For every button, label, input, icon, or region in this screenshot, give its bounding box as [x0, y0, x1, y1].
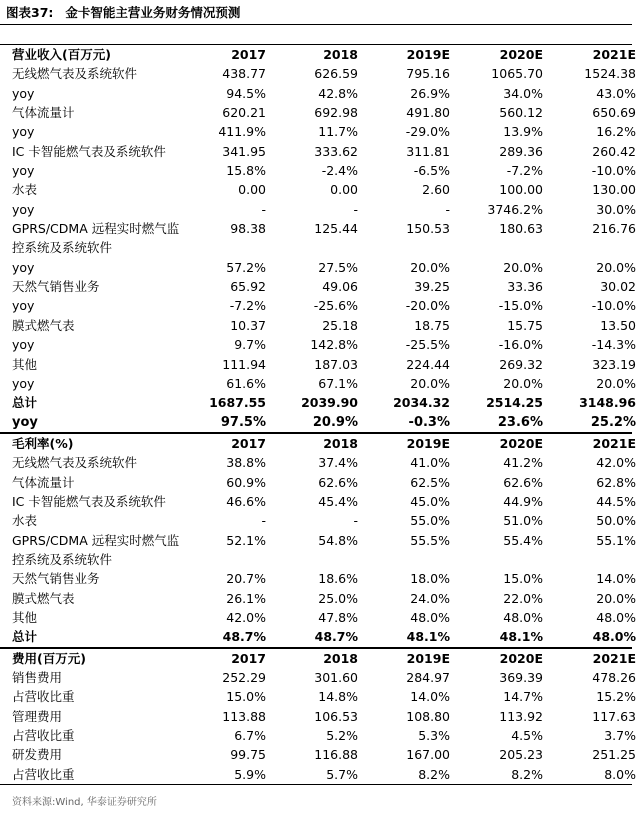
- cell-value: 20.0%: [410, 259, 450, 275]
- cell-value: 22.0%: [503, 590, 543, 606]
- cell-value: 48.0%: [596, 609, 636, 625]
- cell-value: 62.6%: [503, 474, 543, 490]
- row-label: 水表: [12, 182, 38, 198]
- cell-value: 2019E: [406, 435, 450, 451]
- cell-value: 130.00: [592, 182, 636, 198]
- cell-value: 26.9%: [410, 85, 450, 101]
- cell-value: 23.6%: [497, 414, 543, 430]
- table-row: [0, 296, 636, 315]
- row-label: 天然气销售业务: [12, 279, 100, 295]
- section-header-row: [0, 44, 636, 64]
- cell-value: 24.0%: [410, 590, 450, 606]
- cell-value: 14.7%: [503, 689, 543, 705]
- cell-value: 117.63: [592, 708, 636, 724]
- table-row: [0, 492, 636, 511]
- cell-value: 62.6%: [318, 474, 358, 490]
- table-row: [0, 180, 636, 199]
- cell-value: 111.94: [222, 356, 266, 372]
- cell-value: 491.80: [406, 105, 450, 121]
- cell-value: 67.1%: [318, 375, 358, 391]
- cell-value: 1687.55: [209, 395, 266, 411]
- row-label: 总计: [12, 629, 38, 645]
- cell-value: 45.0%: [410, 493, 450, 509]
- cell-value: 16.2%: [596, 124, 636, 140]
- cell-value: 42.8%: [318, 85, 358, 101]
- cell-value: 369.39: [499, 670, 543, 685]
- cell-value: 692.98: [314, 105, 358, 121]
- cell-value: -25.5%: [405, 337, 450, 353]
- cell-value: 30.0%: [596, 201, 636, 217]
- table-row: [0, 355, 636, 374]
- cell-value: 5.3%: [418, 728, 450, 744]
- cell-value: 43.0%: [596, 85, 636, 101]
- cell-value: 650.69: [592, 105, 636, 121]
- cell-value: 341.95: [222, 143, 266, 159]
- row-label: 研发费用: [12, 747, 63, 763]
- cell-value: 55.0%: [410, 513, 450, 529]
- cell-value: 25.0%: [318, 590, 358, 606]
- row-label: 水表: [12, 513, 38, 529]
- cell-value: 26.1%: [226, 590, 266, 606]
- cell-value: 2021E: [592, 435, 636, 451]
- row-label: yoy: [12, 414, 38, 430]
- row-label: GPRS/CDMA 远程实时燃气监: [12, 532, 180, 548]
- cell-value: 560.12: [499, 105, 543, 121]
- section-header-row: [0, 648, 636, 668]
- cell-value: 180.63: [499, 221, 543, 237]
- table-row: [0, 122, 636, 141]
- cell-value: 14.8%: [318, 689, 358, 705]
- table-row: [0, 335, 636, 354]
- row-label: 总计: [12, 395, 38, 411]
- row-label: 无线燃气表及系统软件: [12, 455, 138, 471]
- table-row: [0, 316, 636, 335]
- cell-value: 55.4%: [503, 532, 543, 548]
- row-label: yoy: [12, 85, 35, 101]
- cell-value: 27.5%: [318, 259, 358, 275]
- table-row: [0, 668, 636, 687]
- row-label: 控系统及系统软件: [12, 551, 113, 567]
- cell-value: 30.02: [600, 279, 636, 295]
- row-label: yoy: [12, 259, 35, 275]
- table-row: [0, 453, 636, 472]
- cell-value: 205.23: [499, 747, 543, 763]
- cell-value: 20.0%: [596, 590, 636, 606]
- cell-value: 42.0%: [596, 455, 636, 471]
- cell-value: -15.0%: [498, 298, 543, 314]
- cell-value: 15.75: [507, 317, 543, 333]
- cell-value: -25.6%: [313, 298, 358, 314]
- cell-value: 15.0%: [226, 689, 266, 705]
- cell-value: 2020E: [499, 47, 543, 62]
- forecast-table: [0, 44, 636, 785]
- cell-value: 15.0%: [503, 571, 543, 587]
- cell-value: 1524.38: [584, 66, 636, 82]
- cell-value: -10.0%: [591, 163, 636, 179]
- cell-value: -6.5%: [413, 163, 450, 179]
- cell-value: 55.1%: [596, 532, 636, 548]
- cell-value: 34.0%: [503, 85, 543, 101]
- cell-value: 2019E: [406, 47, 450, 62]
- cell-value: 3148.96: [579, 395, 636, 411]
- cell-value: 284.97: [406, 670, 450, 685]
- cell-value: 2018: [323, 650, 358, 666]
- section-header-row: [0, 433, 636, 453]
- cell-value: 2018: [323, 435, 358, 451]
- cell-value: 50.0%: [596, 513, 636, 529]
- row-label: yoy: [12, 163, 35, 179]
- row-label: 天然气销售业务: [12, 571, 100, 587]
- cell-value: 626.59: [314, 66, 358, 82]
- cell-value: 25.2%: [590, 414, 636, 430]
- cell-value: 60.9%: [226, 474, 266, 490]
- cell-value: 8.0%: [604, 766, 636, 782]
- row-label: GPRS/CDMA 远程实时燃气监: [12, 221, 180, 237]
- table-row: [0, 765, 636, 785]
- cell-value: 216.76: [592, 221, 636, 237]
- cell-value: -: [353, 201, 358, 217]
- cell-value: 46.6%: [226, 493, 266, 509]
- figure-title: [0, 0, 632, 25]
- cell-value: 13.9%: [503, 124, 543, 140]
- cell-value: 269.32: [499, 356, 543, 372]
- cell-value: 14.0%: [410, 689, 450, 705]
- cell-value: 3746.2%: [487, 201, 543, 217]
- table-row: [0, 569, 636, 588]
- table-row: [0, 374, 636, 393]
- table-row: [0, 589, 636, 608]
- table-row: [0, 200, 636, 219]
- cell-value: -2.4%: [321, 163, 358, 179]
- cell-value: -14.3%: [591, 337, 636, 353]
- cell-value: -0.3%: [408, 414, 450, 430]
- cell-value: 2018: [323, 47, 358, 62]
- cell-value: 2021E: [592, 650, 636, 666]
- cell-value: 20.0%: [503, 259, 543, 275]
- cell-value: 2019E: [406, 650, 450, 666]
- row-label: 其他: [12, 356, 38, 372]
- cell-value: 51.0%: [503, 513, 543, 529]
- cell-value: 187.03: [314, 356, 358, 372]
- cell-value: 2020E: [499, 435, 543, 451]
- table-row: [0, 687, 636, 706]
- cell-value: -10.0%: [591, 298, 636, 314]
- cell-value: 44.5%: [596, 493, 636, 509]
- cell-value: 20.9%: [312, 414, 358, 430]
- cell-value: 25.18: [322, 317, 358, 333]
- row-label: yoy: [12, 375, 35, 391]
- cell-value: 48.1%: [406, 629, 450, 645]
- cell-value: -29.0%: [405, 124, 450, 140]
- cell-value: -7.2%: [506, 163, 543, 179]
- cell-value: 62.8%: [596, 474, 636, 490]
- cell-value: 113.92: [499, 708, 543, 724]
- row-label: 毛利率(%): [12, 435, 74, 451]
- cell-value: 113.88: [222, 708, 266, 724]
- total-row: [0, 393, 636, 412]
- cell-value: -: [353, 513, 358, 529]
- row-label: 气体流量计: [12, 474, 75, 490]
- cell-value: 5.2%: [326, 728, 358, 744]
- cell-value: 8.2%: [418, 766, 450, 782]
- cell-value: 94.5%: [226, 85, 266, 101]
- row-label: 销售费用: [12, 670, 63, 685]
- table-row: [0, 258, 636, 277]
- cell-value: 18.75: [414, 317, 450, 333]
- cell-value: 18.6%: [318, 571, 358, 587]
- cell-value: 37.4%: [318, 455, 358, 471]
- table-row: [0, 511, 636, 530]
- cell-value: 251.25: [592, 747, 636, 763]
- cell-value: 48.7%: [314, 629, 358, 645]
- cell-value: 2.60: [422, 182, 450, 198]
- row-label: yoy: [12, 201, 35, 217]
- row-label: IC 卡智能燃气表及系统软件: [12, 143, 166, 159]
- table-row: [0, 84, 636, 103]
- cell-value: 62.5%: [410, 474, 450, 490]
- cell-value: 9.7%: [234, 337, 266, 353]
- cell-value: 0.00: [238, 182, 266, 198]
- table-row: [0, 219, 636, 238]
- cell-value: 2034.32: [393, 395, 450, 411]
- figure-title-text: 金卡智能主营业务财务情况预测: [65, 5, 241, 20]
- row-label: 占营收比重: [12, 689, 75, 705]
- cell-value: 167.00: [406, 747, 450, 763]
- cell-value: 5.7%: [326, 766, 358, 782]
- cell-value: 8.2%: [511, 766, 543, 782]
- cell-value: 48.7%: [222, 629, 266, 645]
- cell-value: 311.81: [406, 143, 450, 159]
- cell-value: 142.8%: [310, 337, 358, 353]
- table-row: [0, 142, 636, 161]
- cell-value: 1065.70: [491, 66, 543, 82]
- total-row: [0, 627, 636, 647]
- cell-value: 20.0%: [596, 375, 636, 391]
- cell-value: 323.19: [592, 356, 636, 372]
- cell-value: 116.88: [314, 747, 358, 763]
- row-label: yoy: [12, 337, 35, 353]
- cell-value: 54.8%: [318, 532, 358, 548]
- table-row: [0, 707, 636, 726]
- cell-value: 2021E: [592, 47, 636, 62]
- cell-value: 3.7%: [604, 728, 636, 744]
- cell-value: 97.5%: [220, 414, 266, 430]
- row-label: 费用(百万元): [12, 650, 86, 666]
- cell-value: 4.5%: [511, 728, 543, 744]
- table-row: [0, 277, 636, 296]
- cell-value: 2514.25: [486, 395, 543, 411]
- cell-value: 52.1%: [226, 532, 266, 548]
- table-row: [0, 531, 636, 550]
- cell-value: 125.44: [314, 221, 358, 237]
- cell-value: 55.5%: [410, 532, 450, 548]
- cell-value: 48.0%: [592, 629, 636, 645]
- table-row: [0, 550, 632, 569]
- cell-value: 65.92: [230, 279, 266, 295]
- cell-value: 14.0%: [596, 571, 636, 587]
- cell-value: 301.60: [314, 670, 358, 685]
- source-note: 资料来源:Wind, 华泰证券研究所: [12, 797, 157, 808]
- table-row: [0, 64, 636, 83]
- total-row: [0, 413, 636, 433]
- cell-value: 48.0%: [410, 609, 450, 625]
- cell-value: -: [445, 201, 450, 217]
- cell-value: 57.2%: [226, 259, 266, 275]
- row-label: 占营收比重: [12, 728, 75, 744]
- row-label: 控系统及系统软件: [12, 240, 113, 256]
- row-label: 占营收比重: [12, 766, 75, 782]
- table-row: [0, 745, 636, 764]
- cell-value: 20.7%: [226, 571, 266, 587]
- cell-value: 13.50: [600, 317, 636, 333]
- cell-value: 42.0%: [226, 609, 266, 625]
- cell-value: 6.7%: [234, 728, 266, 744]
- cell-value: 411.9%: [218, 124, 266, 140]
- cell-value: 45.4%: [318, 493, 358, 509]
- table-row: [0, 161, 636, 180]
- cell-value: 15.8%: [226, 163, 266, 179]
- cell-value: 38.8%: [226, 455, 266, 471]
- cell-value: 20.0%: [596, 259, 636, 275]
- cell-value: 2020E: [499, 650, 543, 666]
- table-row: [0, 103, 636, 122]
- cell-value: 795.16: [406, 66, 450, 82]
- row-label: 无线燃气表及系统软件: [12, 66, 138, 82]
- cell-value: 0.00: [330, 182, 358, 198]
- cell-value: -7.2%: [229, 298, 266, 314]
- cell-value: 438.77: [222, 66, 266, 82]
- table-row: [0, 238, 632, 257]
- cell-value: 18.0%: [410, 571, 450, 587]
- table-row: [0, 473, 636, 492]
- cell-value: 10.37: [230, 317, 266, 333]
- cell-value: 108.80: [406, 708, 450, 724]
- cell-value: 41.0%: [410, 455, 450, 471]
- cell-value: 2017: [231, 47, 266, 62]
- cell-value: 260.42: [592, 143, 636, 159]
- row-label: yoy: [12, 298, 35, 314]
- row-label: 膜式燃气表: [12, 317, 75, 333]
- row-label: yoy: [12, 124, 35, 140]
- cell-value: 20.0%: [410, 375, 450, 391]
- cell-value: 478.26: [592, 670, 636, 685]
- row-label: 管理费用: [12, 708, 63, 724]
- cell-value: 620.21: [222, 105, 266, 121]
- cell-value: 33.36: [507, 279, 543, 295]
- cell-value: 41.2%: [503, 455, 543, 471]
- cell-value: -20.0%: [405, 298, 450, 314]
- cell-value: 252.29: [222, 670, 266, 685]
- row-label: IC 卡智能燃气表及系统软件: [12, 493, 166, 509]
- cell-value: 100.00: [499, 182, 543, 198]
- cell-value: 99.75: [230, 747, 266, 763]
- row-label: 气体流量计: [12, 105, 75, 121]
- table-row: [0, 608, 636, 627]
- cell-value: 2017: [231, 435, 266, 451]
- cell-value: 48.0%: [503, 609, 543, 625]
- cell-value: 44.9%: [503, 493, 543, 509]
- cell-value: -: [261, 201, 266, 217]
- cell-value: 2039.90: [301, 395, 358, 411]
- cell-value: 61.6%: [226, 375, 266, 391]
- cell-value: -16.0%: [498, 337, 543, 353]
- cell-value: 11.7%: [318, 124, 358, 140]
- cell-value: 39.25: [414, 279, 450, 295]
- cell-value: 48.1%: [499, 629, 543, 645]
- cell-value: 106.53: [314, 708, 358, 724]
- table-row: [0, 726, 636, 745]
- cell-value: -: [261, 513, 266, 529]
- cell-value: 15.2%: [596, 689, 636, 705]
- cell-value: 150.53: [406, 221, 450, 237]
- cell-value: 333.62: [314, 143, 358, 159]
- figure-label: 图表37:: [6, 5, 54, 20]
- cell-value: 49.06: [322, 279, 358, 295]
- row-label: 其他: [12, 609, 38, 625]
- row-label: 营业收入(百万元): [12, 47, 111, 62]
- cell-value: 98.38: [230, 221, 266, 237]
- cell-value: 47.8%: [318, 609, 358, 625]
- cell-value: 224.44: [406, 356, 450, 372]
- cell-value: 5.9%: [234, 766, 266, 782]
- cell-value: 2017: [231, 650, 266, 666]
- cell-value: 289.36: [499, 143, 543, 159]
- row-label: 膜式燃气表: [12, 590, 75, 606]
- cell-value: 20.0%: [503, 375, 543, 391]
